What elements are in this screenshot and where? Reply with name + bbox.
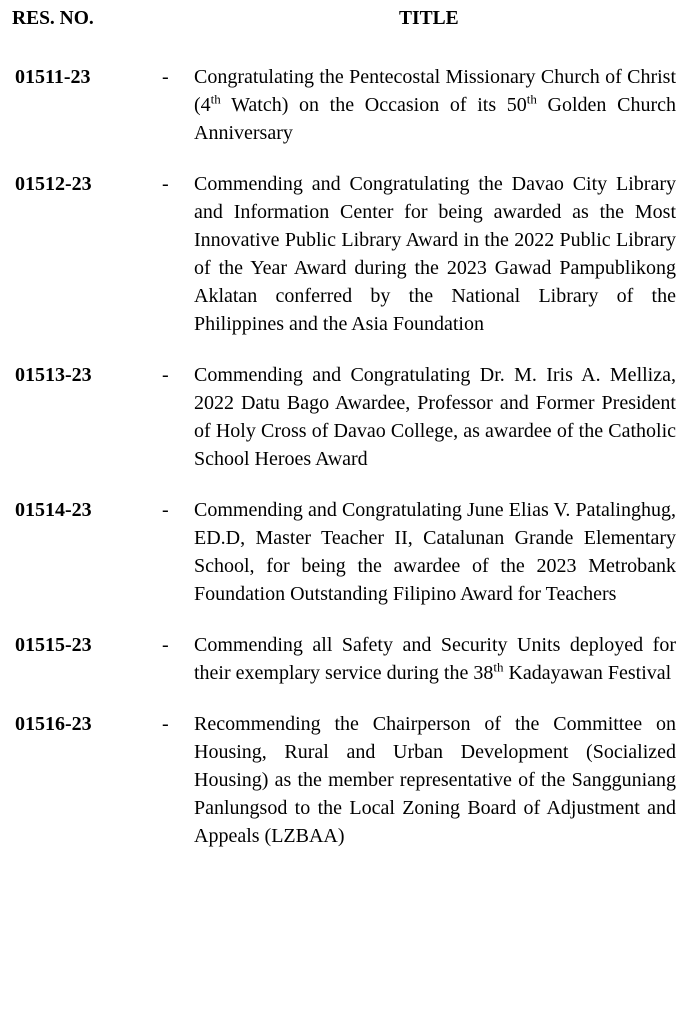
resolution-entry (0, 710, 698, 850)
resolution-entry (0, 361, 698, 473)
title-column-header: TITLE (399, 8, 459, 29)
resolution-title: Commending and Congratulating June Elias V. Patalinghug, ED.D, Master Teacher II, Catalunan Grande Elementary School, for being the awardee of the 2023 Metrobank Foundation Outstanding Filipino Award for Teachers (194, 499, 676, 605)
resolution-entry (0, 631, 698, 687)
separator-dash: - (162, 713, 169, 735)
title-text: Golden Church Anniversary (194, 94, 676, 144)
res-no-column-header: RES. NO. (12, 8, 94, 29)
resolution-number: 01511-23 (15, 66, 91, 88)
separator-dash: - (162, 634, 169, 656)
separator-dash: - (162, 499, 169, 521)
resolution-entry (0, 170, 698, 338)
resolution-number: 01512-23 (15, 173, 92, 195)
resolution-title: Commending and Congratulating the Davao City Library and Information Center for being awarded as the Most Innovative Public Library Award in the 2022 Public Library of the Year Award during the 2023 Gawad Pampublikong Aklatan conferred by the National Library of the Philippines and the Asia Foundation (194, 173, 676, 335)
title-text: Watch) on the Occasion of its 50 (220, 94, 527, 116)
resolution-title (194, 631, 676, 687)
separator-dash: - (162, 364, 169, 386)
resolution-title (194, 63, 676, 147)
ordinal-superscript: th (526, 91, 537, 107)
title-text: Kadayawan Festival (503, 662, 672, 684)
resolution-entry (0, 63, 698, 147)
ordinal-superscript: th (210, 91, 221, 107)
resolution-list (0, 63, 698, 873)
table-header (0, 8, 698, 34)
resolution-number: 01515-23 (15, 634, 92, 656)
resolution-title: Recommending the Chairperson of the Committee on Housing, Rural and Urban Development (Socialized Housing) as the member representative of the Sangguniang Panlungsod to the Local Zoning Board of Adjustment and Appeals (LZBAA) (194, 713, 676, 847)
resolution-number: 01516-23 (15, 713, 92, 735)
resolution-number: 01513-23 (15, 364, 92, 386)
resolution-number: 01514-23 (15, 499, 92, 521)
resolution-entry (0, 496, 698, 608)
title-text: Congratulating the Pentecostal Missionary Church of Christ (4 (194, 66, 676, 116)
separator-dash: - (162, 173, 169, 195)
title-text: Commending all Safety and Security Units deployed for their exemplary service during the 38 (194, 634, 676, 684)
separator-dash: - (162, 66, 169, 88)
ordinal-superscript: th (493, 659, 504, 675)
resolution-title: Commending and Congratulating Dr. M. Iris A. Melliza, 2022 Datu Bago Awardee, Professor and Former President of Holy Cross of Davao College, as awardee of the Catholic School Heroes Award (194, 364, 676, 470)
